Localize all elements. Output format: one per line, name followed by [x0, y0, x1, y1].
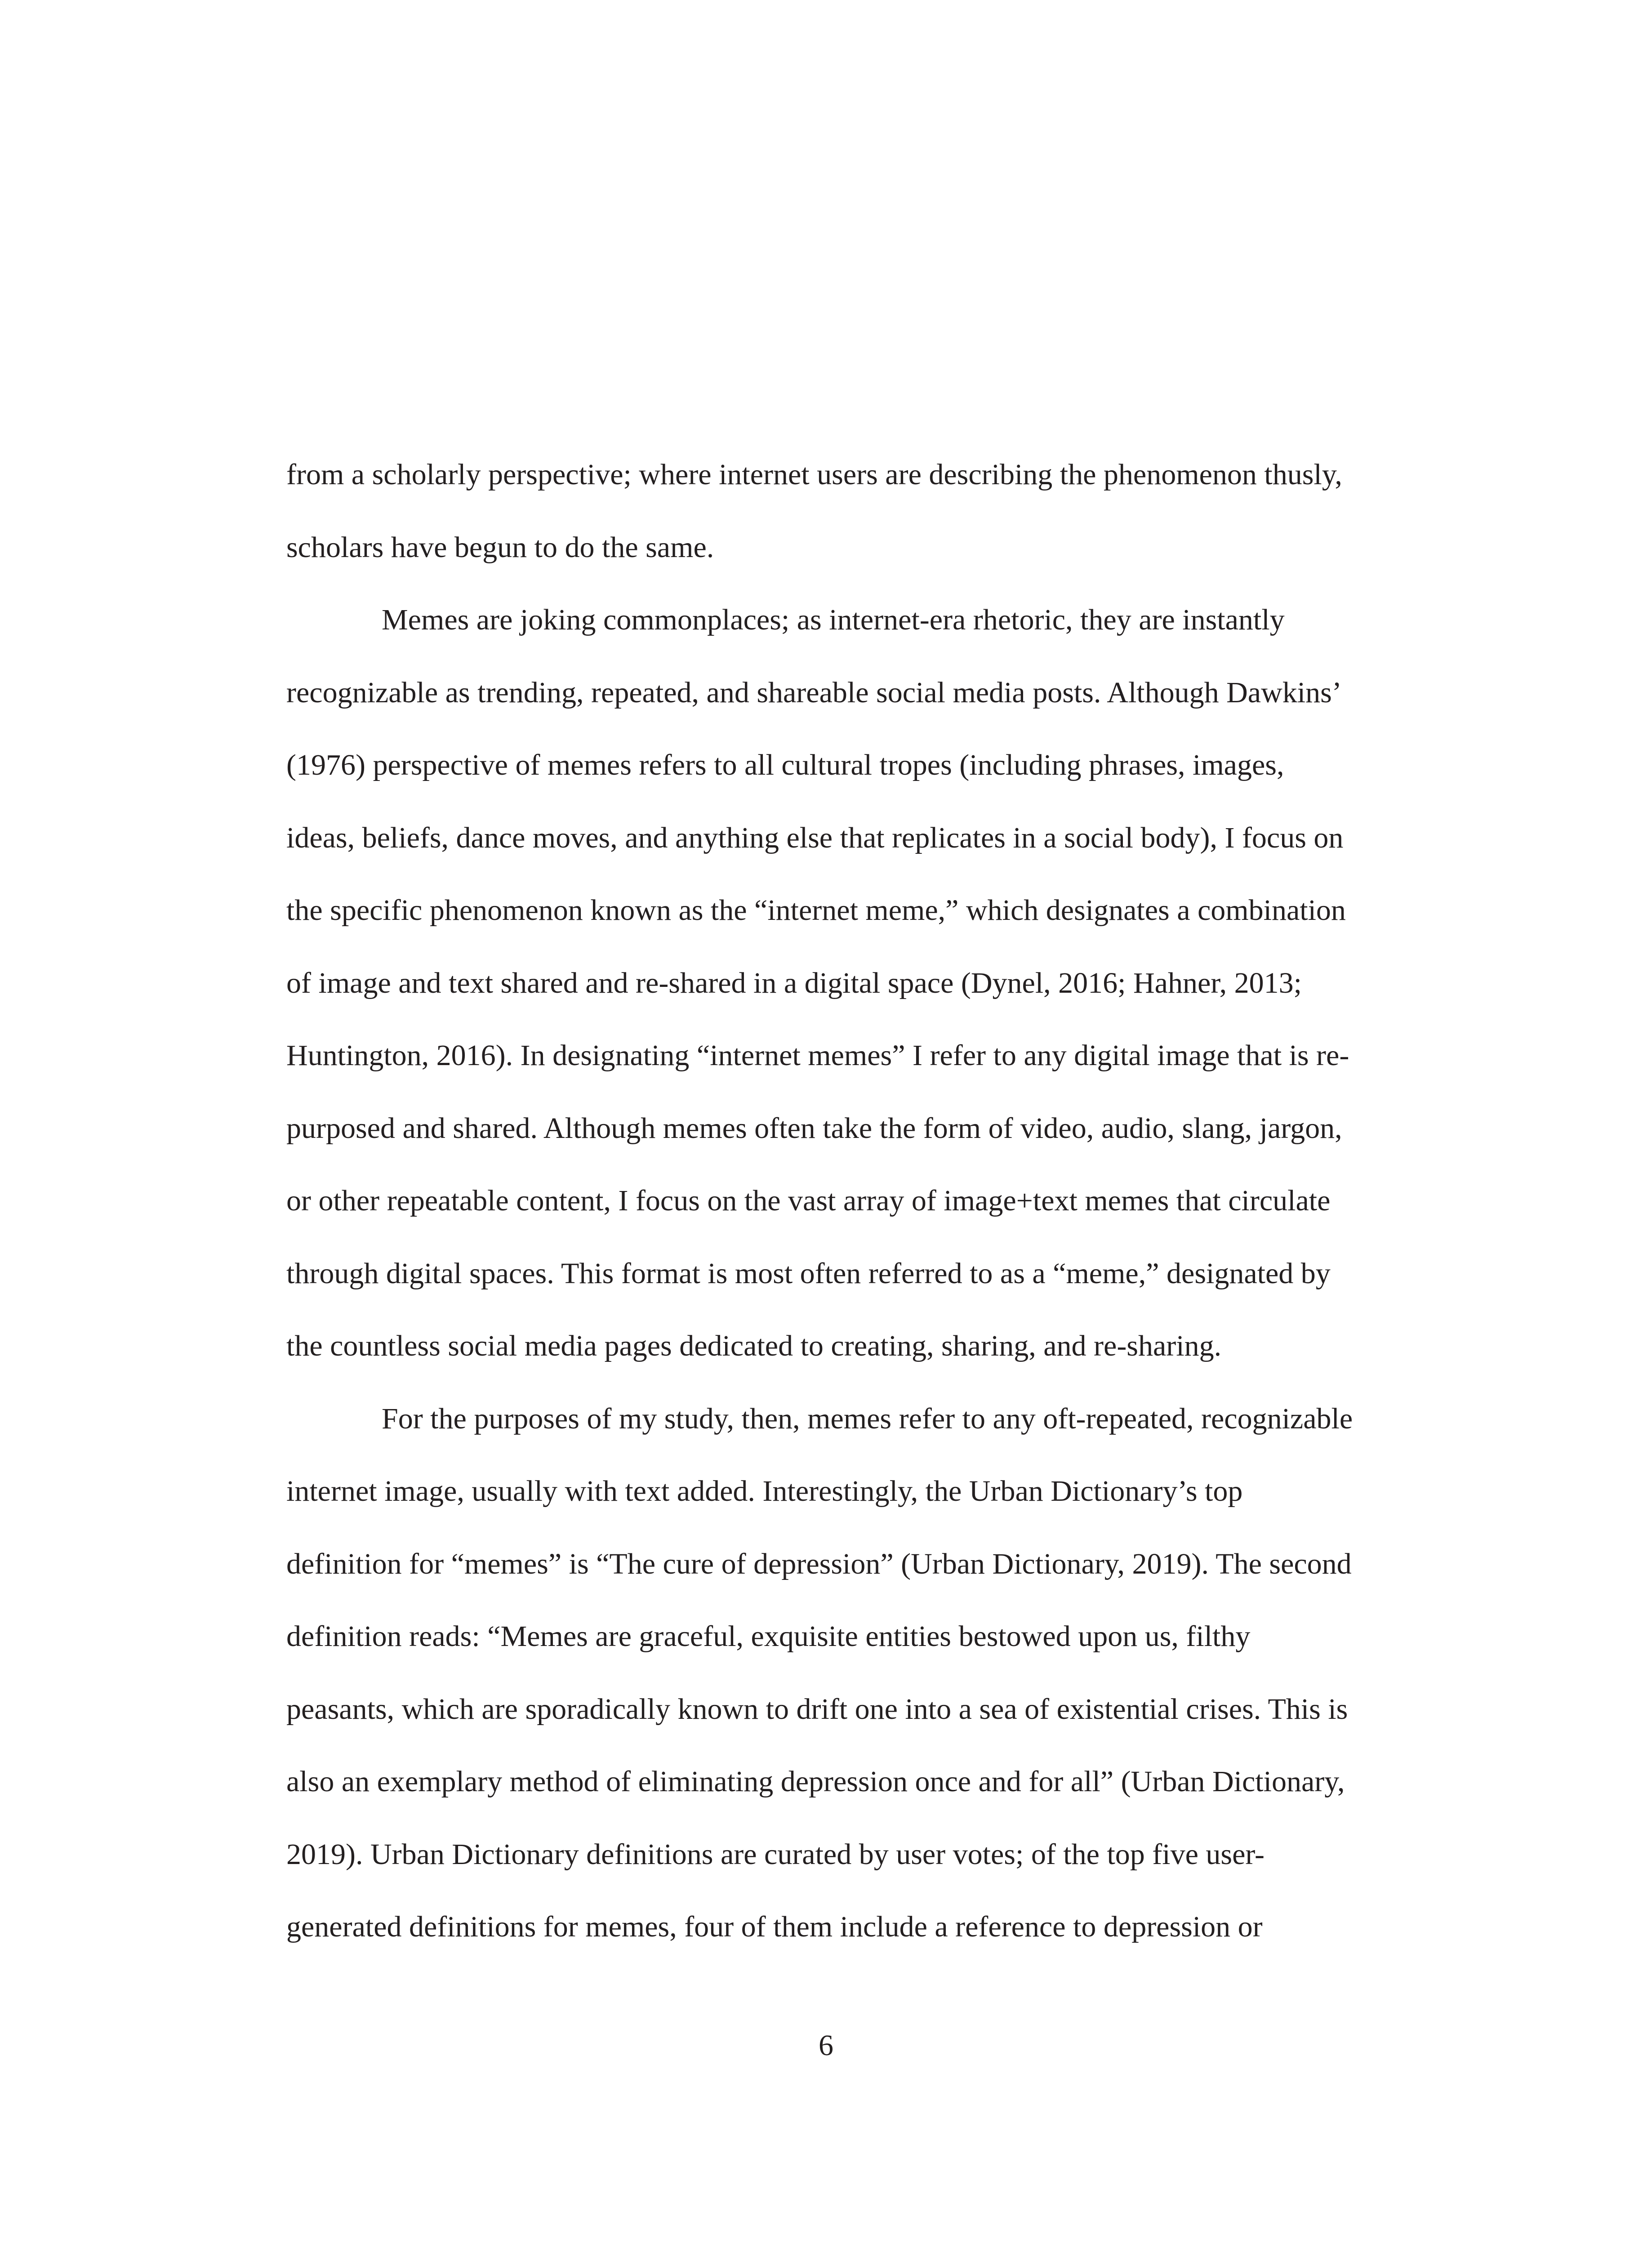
text-line: peasants, which are sporadically known to drift one into a sea of existential crises. This is — [286, 1692, 1348, 1726]
text-line: (1976) perspective of memes refers to all cultural tropes (including phrases, images, — [286, 749, 1284, 781]
text-line: of image and text shared and re-shared in a digital space (Dynel, 2016; Hahner, 2013; — [286, 966, 1302, 999]
text-line: Huntington, 2016). In designating “internet memes” I refer to any digital image that is re- — [286, 1039, 1349, 1072]
text-line: the countless social media pages dedicated to creating, sharing, and re-sharing. — [286, 1329, 1222, 1362]
text-line: the specific phenomenon known as the “internet meme,” which designates a combination — [286, 894, 1346, 927]
body-text — [286, 438, 1437, 1963]
text-line: definition for “memes” is “The cure of depression” (Urban Dictionary, 2019). The second — [286, 1547, 1352, 1580]
paragraph-first-line: For the purposes of my study, then, memes refer to any oft-repeated, recognizable — [382, 1402, 1353, 1435]
text-line: through digital spaces. This format is most often referred to as a “meme,” designated by — [286, 1257, 1331, 1290]
page-number: 6 — [819, 2029, 833, 2062]
text-line: recognizable as trending, repeated, and shareable social media posts. Although Dawkins’ — [286, 676, 1342, 709]
text-line: ideas, beliefs, dance moves, and anything else that replicates in a social body), I focus on — [286, 821, 1344, 854]
text-line: from a scholarly perspective; where internet users are describing the phenomenon thusly, — [286, 458, 1342, 491]
paragraph-first-line: Memes are joking commonplaces; as internet-era rhetoric, they are instantly — [382, 603, 1285, 636]
text-line: or other repeatable content, I focus on the vast array of image+text memes that circulate — [286, 1184, 1331, 1217]
text-line: definition reads: “Memes are graceful, exquisite entities bestowed upon us, filthy — [286, 1620, 1251, 1653]
text-line: purposed and shared. Although memes often take the form of video, audio, slang, jargon, — [286, 1111, 1342, 1145]
text-line: internet image, usually with text added. Interestingly, the Urban Dictionary’s top — [286, 1475, 1243, 1508]
text-line: generated definitions for memes, four of them include a reference to depression or — [286, 1910, 1263, 1943]
text-line: also an exemplary method of eliminating depression once and for all” (Urban Dictionary, — [286, 1765, 1345, 1798]
text-line: scholars have begun to do the same. — [286, 531, 714, 564]
text-line: 2019). Urban Dictionary definitions are curated by user votes; of the top five user- — [286, 1838, 1265, 1871]
